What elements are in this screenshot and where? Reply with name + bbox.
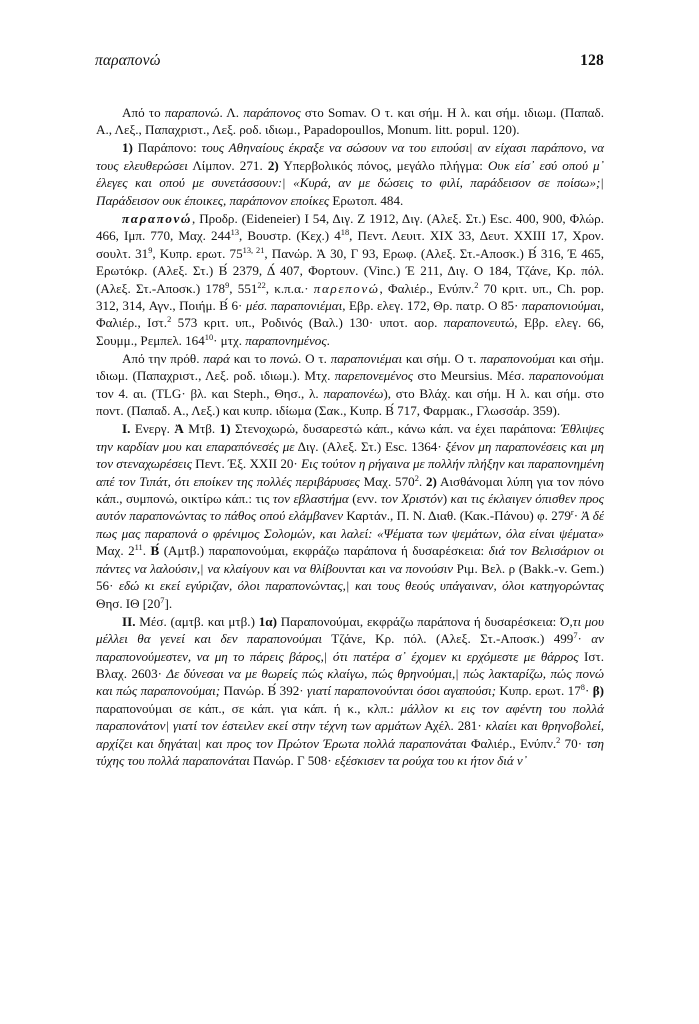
- text-run: ): [442, 490, 451, 506]
- text-run: μέσ. παραπονιέμαι: [245, 297, 343, 313]
- text-run: 70 κριτ. υπ., Ch. pop. 312, 314, Αγν., Ποιήμ. Β́ 6·: [96, 280, 604, 313]
- text-run: Β́: [150, 543, 160, 559]
- text-run: εξέσκισεν τα ρούχα του κι ήτον διά ν᾽: [334, 753, 528, 769]
- text-run: |: [455, 666, 459, 681]
- text-run: , Φαλιέρ., Ιστ.: [96, 297, 604, 331]
- text-run: , Εβρ. ελεγ. 172, Θρ. πατρ. Ο 85·: [342, 297, 522, 313]
- text-run: Πανώρ. Β́ 392·: [220, 683, 308, 699]
- text-run: Ἀ: [174, 421, 184, 437]
- text-run: και το: [229, 350, 270, 366]
- text-run: , Πεντ. Λευιτ. XIX 33, Δευτ. XXIII 17, Χρον. σουλτ. 31: [96, 228, 604, 261]
- text-run: Δε δύνεσαι να με θωρείς πώς κλαίγω, πώς θρηνούμαι,: [166, 666, 456, 681]
- citation-superscript: 2: [167, 315, 172, 325]
- text-run: να κλαίγουν και να θλίβουνται και να πονούσιν: [203, 560, 454, 576]
- text-run: , κ.π.α.·: [265, 280, 314, 296]
- text-run: παραπονευτώ: [443, 315, 515, 331]
- text-run: παραπονούμαι: [480, 350, 556, 366]
- text-run: Ιστ. Βλαχ. 2603·: [96, 648, 604, 681]
- entry-paragraph: [96, 104, 604, 139]
- text-run: , Κυπρ. ερωτ. 75: [152, 245, 243, 261]
- text-run: και σήμ. Ο τ.: [402, 350, 481, 366]
- entry-paragraph: [96, 139, 604, 209]
- text-run: Ερωτοπ. 484.: [329, 192, 404, 208]
- text-run: ·: [573, 508, 582, 524]
- text-run: και τους θεούς υπάγαιναν, όλοι κατηγορώντας: [349, 578, 604, 594]
- text-run: |: [324, 648, 328, 664]
- citation-superscript: r: [570, 508, 574, 518]
- text-run: πώς λακταρίζω, πώς πονώ και πώς παραπονούμαι;: [96, 666, 604, 699]
- text-run: Φαλιέρ., Ενύπν.: [466, 735, 557, 751]
- text-run: , Εβρ. ελεγ. 66, Σουμμ., Ρεμπελ. 164: [96, 315, 604, 348]
- citation-superscript: 13, 21: [242, 245, 265, 255]
- text-run: ξένον μη παραπονέσεις και μη τον στεναχωρέσεις: [96, 438, 604, 472]
- text-run: παραπονούμαι σε κάπ., σε κάπ. για κάπ. ή κ., κλπ.:: [96, 700, 401, 716]
- text-run: ].: [164, 595, 173, 611]
- text-run: .: [418, 473, 426, 489]
- text-run: , Φαλιέρ., Ενύπν.: [379, 280, 475, 296]
- citation-superscript: 7: [573, 630, 578, 640]
- citation-superscript: 2: [474, 280, 479, 290]
- text-run: Ι.: [122, 421, 131, 437]
- citation-superscript: 9: [225, 280, 230, 290]
- text-run: παρά: [203, 350, 230, 366]
- text-run: |: [200, 560, 204, 576]
- text-run: |: [600, 175, 604, 191]
- running-head-lemma: παραπονώ: [95, 52, 161, 69]
- text-run: (ενν.: [348, 490, 381, 506]
- text-run: .: [142, 543, 151, 559]
- entry-paragraph: [96, 350, 604, 420]
- page-number: 128: [580, 52, 604, 69]
- text-run: · μτχ.: [213, 332, 246, 348]
- citation-superscript: 7: [160, 595, 165, 605]
- text-run: παραπονούμαι: [528, 368, 604, 384]
- text-run: Αισθάνομαι λύπη για τον πόνο κάπ., συμπονώ, οικτίρω κάπ.: τις: [96, 473, 604, 506]
- text-run: γιατί παραπονούνται όσοι αγαπούσι;: [307, 683, 496, 699]
- text-run: παρεπονώ: [313, 280, 380, 296]
- text-run: ότι πατέρα σ᾽ έχομεν κι ερχόμεστε με θάρρος: [327, 648, 579, 664]
- text-run: παραπονιέμαι: [330, 350, 403, 366]
- text-run: παρεπονεμένος: [334, 368, 414, 384]
- text-run: τον 4. αι. (TLG· βλ. και Steph., Θησ., λ.: [96, 385, 324, 401]
- text-run: πονώ: [269, 350, 299, 366]
- text-run: Καρτάν., Π. Ν. Διαθ. (Κακ.-Πάνου) φ. 279: [343, 508, 571, 524]
- text-run: τση τύχης του πολλά παραπονάται: [96, 735, 604, 769]
- text-run: , 551: [229, 280, 258, 296]
- text-run: εδώ κι εκεί εγύριζαν, όλοι παραπονώντας,: [118, 578, 346, 594]
- text-run: 1): [122, 140, 133, 156]
- text-run: |: [282, 175, 286, 191]
- text-run: Ἀ δέ πως μας παραπονά ο φρένιμος Σολομών, και λαλεί: «Ψέματα των ψεμάτων, όλα είναι ψέματα»: [96, 508, 605, 541]
- text-run: Ενεργ.: [130, 421, 175, 437]
- text-run: 1α): [258, 613, 277, 629]
- text-run: ·: [584, 683, 593, 699]
- text-run: διά τον Βελισάριον οι πάντες να λαλούσιν,: [96, 543, 604, 576]
- text-run: |: [346, 578, 350, 594]
- text-run: .: [326, 332, 330, 348]
- citation-superscript: 22: [257, 280, 266, 290]
- text-run: 70·: [560, 735, 587, 751]
- text-run: τον εβλαστήμα: [272, 490, 349, 506]
- citation-superscript: 2: [556, 735, 561, 745]
- citation-superscript: 11: [134, 543, 143, 553]
- text-run: 573 κριτ. υπ., Ροδινός (Βαλ.) 130· υποτ. αορ.: [171, 315, 444, 331]
- text-run: Στενοχωρώ, δυσαρεστώ κάπ., κάνω κάπ. να έχει παράπονα:: [230, 421, 561, 437]
- text-run: και σήμ. ιδιωμ. (Παπαχριστ., Λεξ. ροδ. ιδιωμ.). Μτχ.: [96, 350, 604, 384]
- citation-superscript: 10: [204, 332, 214, 342]
- text-run: Από την πρόθ.: [122, 350, 204, 366]
- text-run: , Προδρ. (Eideneier) Ι 54, Διγ. Ζ 1912, Διγ. (Αλεξ. Στ.) Esc. 400, 900, Φλώρ. 466, Ιμπ. 770, Μαχ. 244: [96, 210, 604, 244]
- text-run: Μαχ. 2: [96, 543, 135, 559]
- text-run: 2): [426, 473, 437, 489]
- citation-superscript: 18: [340, 227, 350, 237]
- citation-superscript: 8: [580, 683, 585, 693]
- text-run: Αχέλ. 281·: [421, 718, 486, 734]
- text-run: 1): [219, 421, 231, 437]
- text-run: Παραπονούμαι, εκφράζω παράπονα ή δυσαρέσκεια:: [276, 613, 561, 629]
- text-run: (Αμτβ.) παραπονούμαι, εκφράζω παράπονα ή δυσαρέσκεια:: [159, 543, 489, 559]
- text-run: στο Meursius. Μέσ.: [413, 368, 529, 384]
- entry-paragraph: [96, 210, 604, 350]
- text-run: παραπονημένος: [245, 332, 327, 348]
- text-run: γιατί τον έστειλεν εκεί στην τέχνη των αρμάτων: [169, 718, 422, 734]
- text-run: «Κυρά, αν με δώσεις το φιλί, παράδεισον σε ποίσω»;: [285, 175, 601, 191]
- text-run: Διγ. (Αλεξ. Στ.) Esc. 1364·: [294, 438, 446, 454]
- text-run: ·: [577, 631, 592, 647]
- text-run: Ό,τι μου μέλλει θα γενεί και δεν παραπονούμαι: [96, 613, 604, 647]
- text-run: |: [198, 735, 201, 751]
- citation-superscript: 2: [414, 473, 419, 483]
- text-run: Ουκ είσ᾽ εσύ οπού μ᾽ έλεγες και οπού με συνετάσσουν:: [96, 157, 604, 191]
- text-run: Πεντ. Έξ. XXII 20·: [192, 456, 302, 472]
- text-run: Λίμπον. 271.: [187, 157, 268, 173]
- text-run: β): [592, 683, 604, 699]
- citation-superscript: 9: [148, 245, 153, 255]
- text-run: αν είχασι παράπονο, να τους ελευθερώσει: [96, 140, 604, 173]
- text-run: ΙΙ.: [122, 613, 136, 629]
- text-run: Έθλιψες την καρδίαν μου και επαραπόνεσές με: [96, 421, 605, 454]
- text-run: τους Αθηναίους έκραξε να σώσουν να του ειπούσι: [201, 140, 470, 156]
- text-run: Παράπονο:: [132, 140, 202, 156]
- text-run: Πανώρ. Γ 508·: [249, 753, 335, 769]
- text-run: παραπονέω: [323, 385, 384, 401]
- text-run: . Λ.: [219, 105, 244, 120]
- entry-paragraph: [96, 613, 604, 770]
- text-run: |: [469, 140, 473, 156]
- text-column: [96, 104, 604, 770]
- text-run: κλαίει και θρηνοβολεί, αρχίζει και δηγάται: [96, 718, 604, 751]
- text-run: μάλλον κι εις τον αφέντη του πολλά παραπονάτον: [96, 700, 604, 734]
- text-run: και προς τον Πρώτον Έρωτα πολλά παραπονάται: [201, 735, 467, 751]
- text-run: Παράδεισον ουκ έποικες, παράπονον εποίκες: [96, 192, 330, 208]
- entry-paragraph: [96, 420, 604, 612]
- text-run: |: [165, 718, 169, 734]
- text-run: Υπερβολικός πόνος, μεγάλο πλήγμα:: [278, 157, 488, 173]
- text-run: Τζάνε, Κρ. πόλ. (Αλεξ. Στ.-Αποσκ.) 499: [322, 631, 574, 647]
- text-run: τον Χριστόν: [380, 490, 443, 506]
- text-run: . Ο τ.: [298, 350, 331, 366]
- text-run: Μέσ. (αμτβ. και μτβ.): [135, 613, 259, 629]
- text-run: , Βουστρ. (Κεχ.) 4: [239, 228, 341, 244]
- text-run: παραπονιούμαι: [521, 297, 601, 313]
- text-run: Μτβ.: [183, 421, 220, 437]
- text-run: Κυπρ. ερωτ. 17: [495, 683, 581, 699]
- text-run: και τις έκλαιγεν όπισθεν προς αυτόν παραπονώντας το πάθος οπού ελάμβανεν: [96, 490, 604, 524]
- running-head: [95, 52, 604, 74]
- text-run: Θησ. ΙΘ [20: [96, 595, 161, 611]
- text-run: Μαχ. 570: [359, 473, 415, 489]
- text-run: , Πανώρ. Ἀ 30, Γ 93, Ερωφ. (Αλεξ. Στ.-Αποσκ.) Β́ 316, Έ 465, Ερωτόκρ. (Αλεξ. Στ.) Β́ 2379, Δ́ 407, Φορτουν. (Vinc.) Έ 211, Διγ. Ο 184, Τζάνε, Κρ. πόλ. (Αλεξ. Στ.-Αποσκ.) 178: [96, 245, 604, 296]
- text-run: παράπονος: [243, 105, 301, 120]
- text-run: παραπονώ: [122, 210, 192, 226]
- text-run: Από το: [122, 105, 165, 120]
- text-run: στο Somav. Ο τ. και σήμ. Η λ. και σήμ. ιδιωμ. (Παπαδ. Α., Λεξ., Παπαχριστ., Λεξ. ροδ. ιδιωμ., Papadopoullos, Monum. litt. popul. 120).: [96, 105, 604, 138]
- text-run: αν παραπονούμεστεν, να μη το πάρεις βάρος,: [96, 631, 604, 664]
- text-run: Ριμ. Βελ. ρ (Bakk.-v. Gem.) 56·: [96, 560, 605, 594]
- text-run: 2): [267, 157, 279, 173]
- text-run: παραπονώ: [164, 105, 220, 120]
- text-run: ), στο Βλάχ. και σήμ. Η λ. και σήμ. στο ποντ. (Παπαδ. Α., Λεξ.) και κυπρ. ιδίωμα (Σακ., Κυπρ. Β́ 717, Φαρμακ., Γλωσσάρ. 359).: [96, 385, 604, 419]
- citation-superscript: 13: [230, 227, 240, 237]
- text-run: Εις τούτον η ρήγαινα με πολλήν πλήξην και παραπονημένη απέ τον Τιπάτ, ότι εποίκεν της πολλές περιβάρυσες: [96, 456, 605, 489]
